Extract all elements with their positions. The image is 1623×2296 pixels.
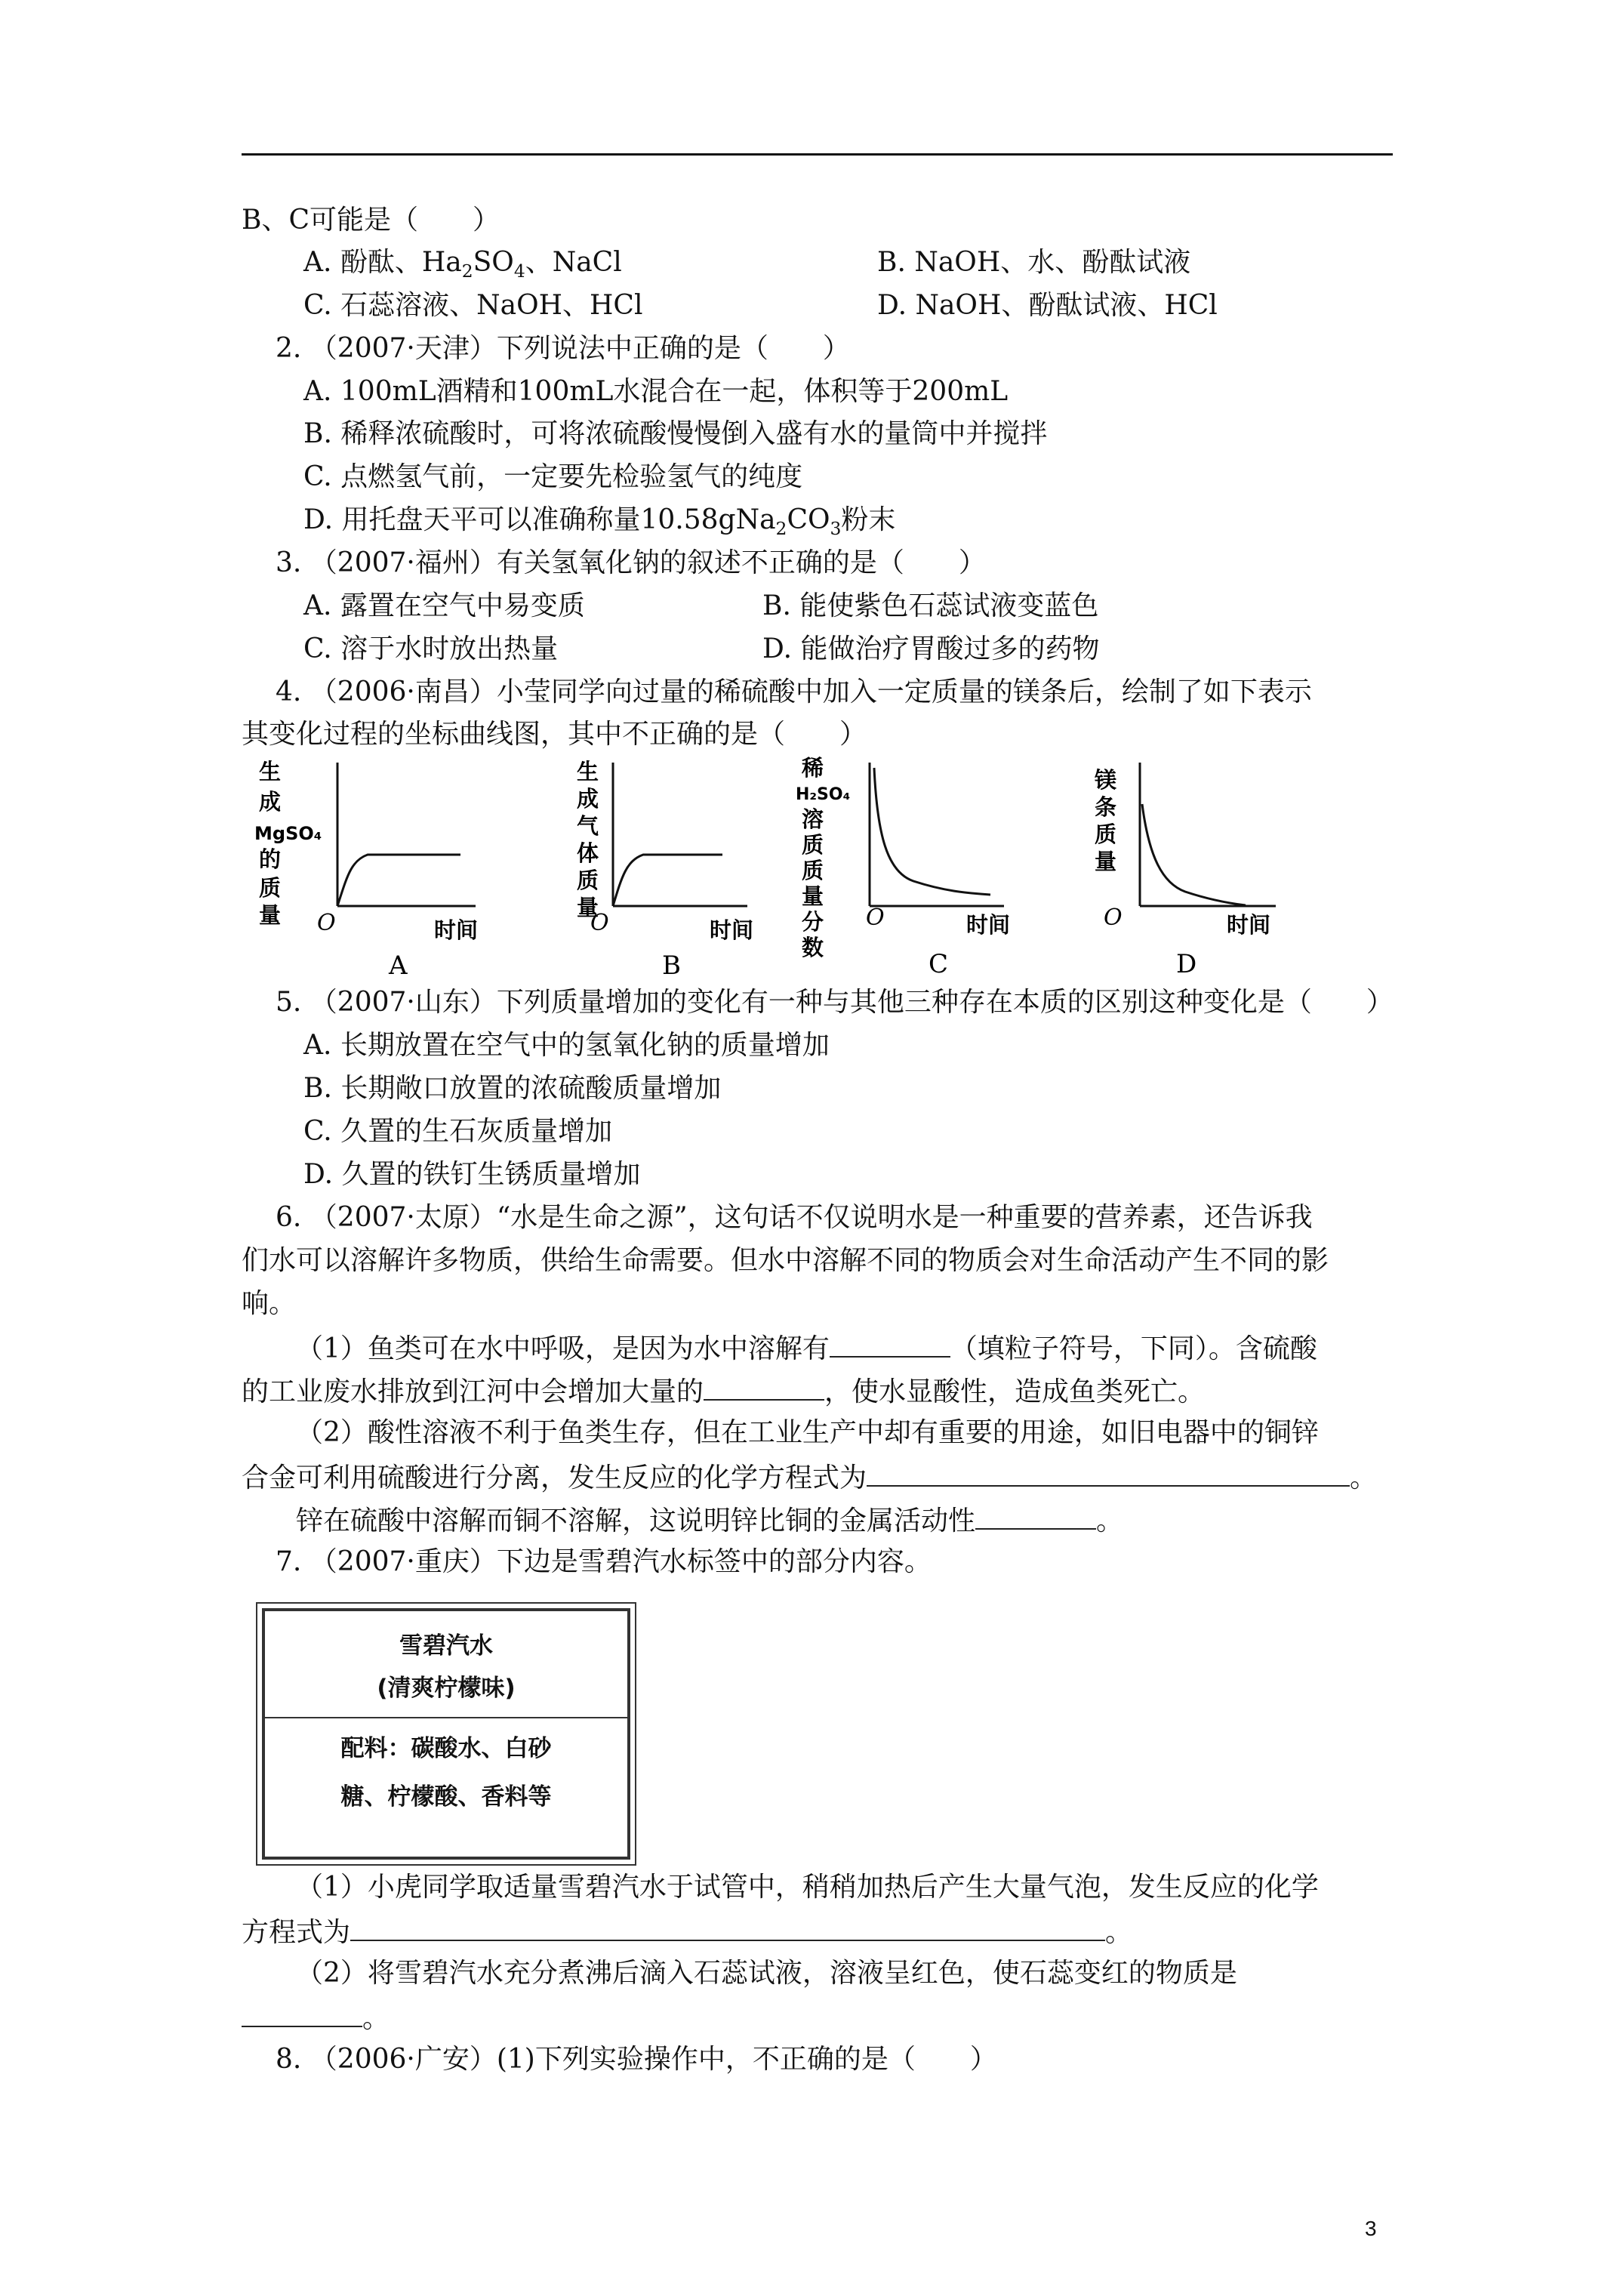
q3-option-d: D. 能做治疗胃酸过多的药物 xyxy=(762,633,1100,664)
chart-b-letter: B xyxy=(662,951,681,981)
ylabel-char: 量 xyxy=(802,883,824,909)
q1-option-d: D. NaOH、酚酞试液、HCl xyxy=(877,290,1218,321)
chart-c xyxy=(793,751,1064,981)
answer-blank[interactable] xyxy=(242,2000,362,2027)
chart-d-origin: O xyxy=(1104,905,1123,931)
q5-option-b: B. 长期敞口放置的浓硫酸质量增加 xyxy=(303,1073,722,1104)
q5-stem: 5. （2007·山东）下列质量增加的变化有一种与其他三种存在本质的区别这种变化是（ ） xyxy=(276,987,1394,1018)
chart-b-ylabel xyxy=(577,759,599,920)
soda-label-subtitle: (清爽柠檬味) xyxy=(377,1675,516,1702)
q3-option-c: C. 溶于水时放出热量 xyxy=(303,633,559,664)
answer-blank[interactable] xyxy=(830,1330,950,1358)
chart-d-curve xyxy=(1142,804,1246,905)
soda-label-box xyxy=(262,1608,630,1860)
ylabel-char: 成 xyxy=(577,786,599,812)
ylabel-char: 条 xyxy=(1095,794,1117,820)
q6-part1-line2: 的工业废水排放到江河中会增加大量的 ，使水显酸性，造成鱼类死亡。 xyxy=(242,1373,1205,1409)
answer-blank[interactable] xyxy=(867,1459,1350,1487)
ylabel-char: 质 xyxy=(577,868,599,893)
header-rule xyxy=(242,153,1393,156)
chart-c-curve xyxy=(874,768,990,895)
ylabel-char: 溶 xyxy=(802,806,824,832)
ylabel-char: 镁 xyxy=(1095,767,1117,793)
q5-option-a: A. 长期放置在空气中的氢氧化钠的质量增加 xyxy=(303,1030,830,1061)
ylabel-char: 质 xyxy=(802,858,824,883)
q2-option-b: B. 稀释浓硫酸时，可将浓硫酸慢慢倒入盛有水的量筒中并搅拌 xyxy=(303,418,1048,449)
q6-stem-line2: 们水可以溶解许多物质，供给生命需要。但水中溶解不同的物质会对生命活动产生不同的影 xyxy=(242,1245,1329,1276)
soda-label-ingredients-line2: 糖、柠檬酸、香料等 xyxy=(340,1783,552,1811)
chart-d-ylabel xyxy=(1095,767,1116,874)
chart-a-ylabel xyxy=(254,759,322,928)
ylabel-char: 分 xyxy=(802,909,824,935)
q3-stem: 3. （2007·福州）有关氢氧化钠的叙述不正确的是（ ） xyxy=(276,547,986,578)
ylabel-char: 生 xyxy=(577,759,599,784)
soda-label-ingredients-line1: 配料：碳酸水、白砂 xyxy=(340,1735,552,1762)
soda-label-header xyxy=(265,1611,627,1718)
q1-continuation: B、C可能是（ ） xyxy=(242,205,500,236)
soda-label-ingredients xyxy=(265,1724,627,1821)
q7-part2-line1: （2）将雪碧汽水充分煮沸后滴入石蕊试液，溶液呈红色，使石蕊变红的物质是 xyxy=(296,1958,1237,1989)
chart-d-letter: D xyxy=(1176,949,1197,979)
q2-option-d: D. 用托盘天平可以准确称量$10.58gNa_2CO_3$粉末 xyxy=(303,504,896,540)
q1-option-a: A. 酚酞、$Ha_2SO_4$、NaCl xyxy=(303,247,622,282)
answer-blank[interactable] xyxy=(975,1502,1096,1530)
ylabel-char: 量 xyxy=(577,895,599,920)
ylabel-char: 气 xyxy=(577,813,599,839)
chart-d xyxy=(1087,751,1344,981)
q5-option-d: D. 久置的铁钉生锈质量增加 xyxy=(303,1159,641,1190)
q6-part1-line1: （1）鱼类可在水中呼吸，是因为水中溶解有 （填粒子符号，下同）。含硫酸 xyxy=(296,1330,1317,1366)
q2-option-c: C. 点燃氢气前，一定要先检验氢气的纯度 xyxy=(303,461,803,492)
answer-blank[interactable] xyxy=(704,1373,824,1401)
chart-b-curve xyxy=(613,855,722,906)
ylabel-char: 稀 xyxy=(802,755,824,781)
ylabel-char: 质 xyxy=(802,832,824,858)
ylabel-char: H₂SO₄ xyxy=(796,785,851,804)
chart-d-xlabel: 时间 xyxy=(1227,912,1271,938)
q1-option-c: C. 石蕊溶液、NaOH、HCl xyxy=(303,290,643,321)
chart-c-letter: C xyxy=(929,949,949,979)
q3-option-b: B. 能使紫色石蕊试液变蓝色 xyxy=(762,590,1099,621)
q2-stem: 2. （2007·天津）下列说法中正确的是（ ） xyxy=(276,333,850,364)
q8-stem: 8. （2006·广安）(1)下列实验操作中，不正确的是（ ） xyxy=(276,2044,997,2075)
q1-option-b: B. NaOH、水、酚酞试液 xyxy=(877,247,1191,278)
ylabel-char: 的 xyxy=(259,846,282,872)
chart-a-origin: O xyxy=(317,910,336,936)
ylabel-char: 成 xyxy=(259,789,282,815)
chart-b-origin: O xyxy=(590,910,609,936)
chart-c-xlabel: 时间 xyxy=(966,912,1011,938)
chart-b-xlabel: 时间 xyxy=(710,917,754,943)
q6-part2-line3: 锌在硫酸中溶解而铜不溶解，这说明锌比铜的金属活动性 。 xyxy=(296,1502,1123,1538)
ylabel-char: MgSO₄ xyxy=(254,823,322,844)
q6-stem-line1: 6. （2007·太原）“水是生命之源”，这句话不仅说明水是一种重要的营养素，还告诉我 xyxy=(276,1202,1313,1233)
answer-blank[interactable] xyxy=(350,1914,1105,1941)
soda-label-title: 雪碧汽水 xyxy=(399,1632,493,1660)
q3-option-a: A. 露置在空气中易变质 xyxy=(303,590,585,621)
q7-stem: 7. （2007·重庆）下边是雪碧汽水标签中的部分内容。 xyxy=(276,1546,932,1577)
chart-c-origin: O xyxy=(866,905,885,931)
q2-option-a: A. 100mL酒精和100mL水混合在一起，体积等于200mL xyxy=(303,376,1009,407)
ylabel-char: 量 xyxy=(1095,849,1117,874)
q7-part1-line2: 方程式为 。 xyxy=(242,1914,1132,1949)
q5-option-c: C. 久置的生石灰质量增加 xyxy=(303,1116,613,1147)
q7-part2-line2: 。 xyxy=(242,2000,390,2036)
chart-a xyxy=(253,755,510,985)
page-number: 3 xyxy=(1365,2217,1377,2240)
q6-part2-line2: 合金可利用硫酸进行分离，发生反应的化学方程式为 。 xyxy=(242,1459,1377,1495)
ylabel-char: 数 xyxy=(802,935,824,960)
q4-stem-line1: 4. （2006·南昌）小莹同学向过量的稀硫酸中加入一定质量的镁条后，绘制了如下表示 xyxy=(276,676,1312,707)
q6-part2-line1: （2）酸性溶液不利于鱼类生存，但在工业生产中却有重要的用途，如旧电器中的铜锌 xyxy=(296,1417,1319,1448)
ylabel-char: 质 xyxy=(259,875,282,901)
ylabel-char: 量 xyxy=(259,902,282,928)
chart-a-letter: A xyxy=(389,951,408,981)
chart-b xyxy=(568,755,824,985)
q7-part1-line1: （1）小虎同学取适量雪碧汽水于试管中，稍稍加热后产生大量气泡，发生反应的化学 xyxy=(296,1872,1319,1903)
q4-stem-line2: 其变化过程的坐标曲线图，其中不正确的是（ ） xyxy=(242,719,867,750)
chart-a-curve xyxy=(337,855,460,906)
ylabel-char: 质 xyxy=(1095,821,1117,847)
chart-c-ylabel xyxy=(796,755,850,960)
ylabel-char: 体 xyxy=(577,840,599,866)
ylabel-char: 生 xyxy=(259,759,282,784)
q6-stem-line3: 响。 xyxy=(242,1288,297,1319)
chart-a-xlabel: 时间 xyxy=(434,917,479,943)
